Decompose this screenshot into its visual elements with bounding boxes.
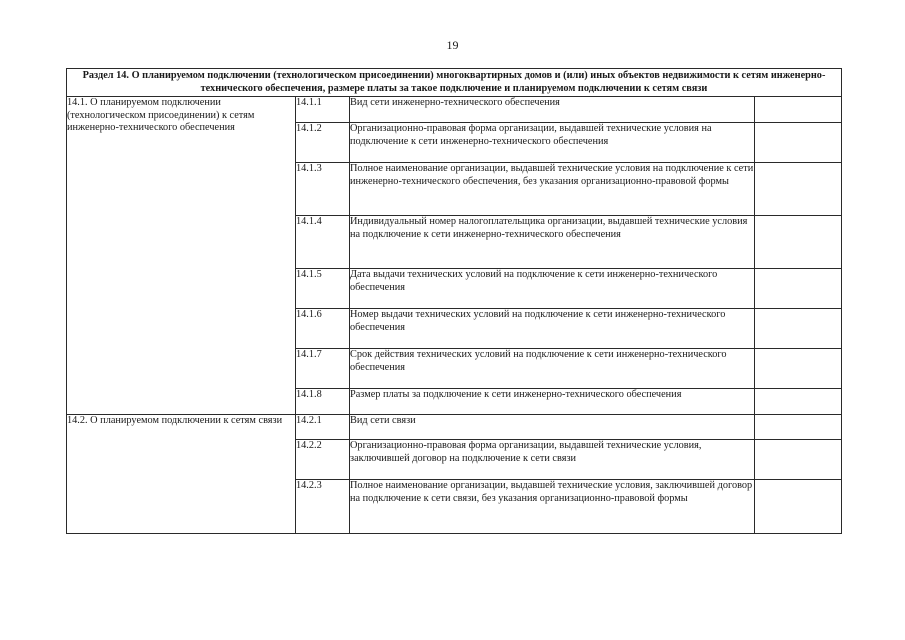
item-value: [755, 123, 842, 163]
item-description: Вид сети связи: [350, 415, 755, 440]
item-description: Вид сети инженерно-технического обеспечения: [350, 97, 755, 123]
item-value: [755, 269, 842, 309]
item-value: [755, 216, 842, 269]
page-number: 19: [446, 38, 459, 52]
item-value: [755, 440, 842, 480]
item-number: 14.2.2: [296, 440, 350, 480]
item-description: Размер платы за подключение к сети инженерно-технического обеспечения: [350, 389, 755, 415]
item-number: 14.1.7: [296, 349, 350, 389]
item-value: [755, 480, 842, 534]
item-number: 14.1.8: [296, 389, 350, 415]
item-number: 14.1.1: [296, 97, 350, 123]
section-heading-row: [67, 69, 842, 97]
group-label: 14.2. О планируемом подключении к сетям связи: [67, 415, 296, 534]
item-value: [755, 389, 842, 415]
item-value: [755, 309, 842, 349]
item-number: 14.1.3: [296, 163, 350, 216]
item-description: Дата выдачи технических условий на подключение к сети инженерно-технического обеспечения: [350, 269, 755, 309]
table-row: [67, 415, 842, 440]
item-value: [755, 163, 842, 216]
item-description: Полное наименование организации, выдавшей технические условия, заключившей договор на подключение к сети связи, без указания организационно-правовой формы: [350, 480, 755, 534]
section-table: [66, 68, 842, 534]
item-description: Организационно-правовая форма организации, выдавшей технические условия на подключение к сети инженерно-технического обеспечения: [350, 123, 755, 163]
item-number: 14.1.5: [296, 269, 350, 309]
item-description: Срок действия технических условий на подключение к сети инженерно-технического обеспечения: [350, 349, 755, 389]
table-row: [67, 97, 842, 123]
item-value: [755, 97, 842, 123]
item-number: 14.1.6: [296, 309, 350, 349]
item-number: 14.1.4: [296, 216, 350, 269]
item-value: [755, 349, 842, 389]
item-value: [755, 415, 842, 440]
item-number: 14.2.1: [296, 415, 350, 440]
item-description: Полное наименование организации, выдавшей технические условия на подключение к сети инженерно-технического обеспечения, без указания организационно-правовой формы: [350, 163, 755, 216]
item-number: 14.1.2: [296, 123, 350, 163]
item-description: Номер выдачи технических условий на подключение к сети инженерно-технического обеспечения: [350, 309, 755, 349]
group-label: 14.1. О планируемом подключении (технологическом присоединении) к сетям инженерно-технического обеспечения: [67, 97, 296, 415]
item-description: Индивидуальный номер налогоплательщика организации, выдавшей технические условия на подключение к сети инженерно-технического обеспечения: [350, 216, 755, 269]
item-description: Организационно-правовая форма организации, выдавшей технические условия, заключившей договор на подключение к сети связи: [350, 440, 755, 480]
item-number: 14.2.3: [296, 480, 350, 534]
section-title: Раздел 14. О планируемом подключении (технологическом присоединении) многоквартирных домов и (или) иных объектов недвижимости к сетям инженерно-технического обеспечения, размере платы за такое подключение и планируемом подключении к сетям связи: [67, 69, 842, 97]
